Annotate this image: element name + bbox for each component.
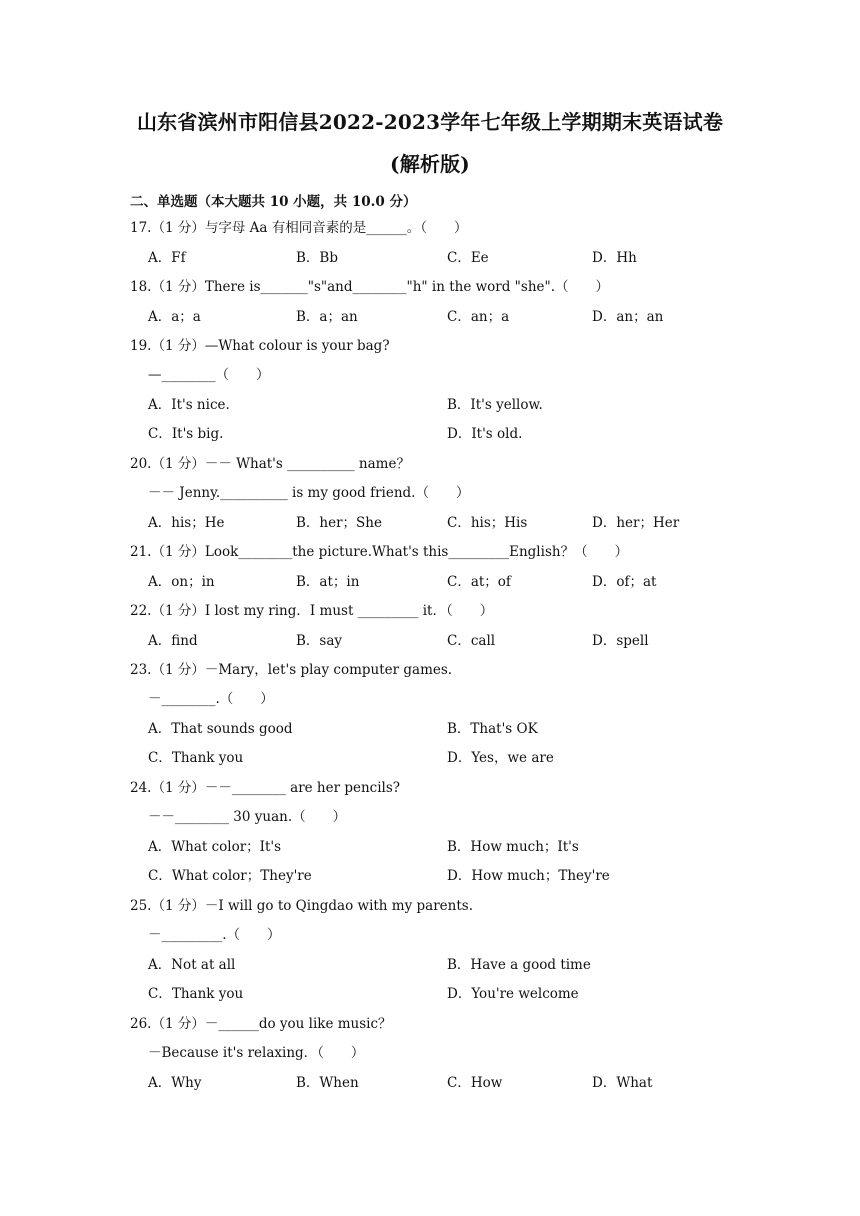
section-heading: 二、单选题（本大题共 10 小题，共 10.0 分）	[130, 194, 417, 210]
question-20-option-a: A．his；He	[148, 515, 225, 531]
question-18-option-c: C．an；a	[447, 309, 510, 325]
question-20-answer-line: －－ Jenny.__________ is my good friend.（ ）	[148, 485, 470, 501]
question-26-option-c: C．How	[447, 1075, 503, 1091]
question-18-option-d: D．an；an	[592, 309, 664, 325]
question-22-option-c: C．call	[447, 633, 496, 649]
question-19-option-b: B．It's yellow.	[447, 397, 543, 413]
question-26-option-d: D．What	[592, 1075, 653, 1091]
question-20-option-b: B．her；She	[296, 515, 382, 531]
question-21-option-c: C．at；of	[447, 574, 511, 590]
question-22-option-d: D．spell	[592, 633, 649, 649]
question-17-option-c: C．Ee	[447, 250, 489, 266]
question-18-stem: 18.（1 分）There is_______"s"and________"h" in the word "she".（ ）	[130, 279, 609, 295]
question-18-option-a: A．a；a	[148, 309, 201, 325]
document-title-subtitle: (解析版)	[390, 152, 470, 176]
question-25-option-c: C．Thank you	[148, 986, 244, 1002]
question-25-answer-line: －_________.（ ）	[148, 927, 281, 943]
question-21-option-a: A．on；in	[148, 574, 215, 590]
question-25-option-d: D．You're welcome	[447, 986, 579, 1002]
question-21-option-d: D．of；at	[592, 574, 657, 590]
question-24-option-b: B．How much；It's	[447, 839, 579, 855]
question-20-option-d: D．her；Her	[592, 515, 680, 531]
question-21-stem: 21.（1 分）Look________the picture.What's this_________English？（ ）	[130, 544, 629, 560]
question-22-option-b: B．say	[296, 633, 343, 649]
question-24-option-c: C．What color；They're	[148, 868, 312, 884]
question-19-stem: 19.（1 分）—What colour is your bag?	[130, 338, 390, 354]
question-25-option-b: B．Have a good time	[447, 957, 591, 973]
question-19-answer-line: —________（ ）	[148, 367, 270, 383]
question-17-option-d: D．Hh	[592, 250, 637, 266]
question-24-option-d: D．How much；They're	[447, 868, 610, 884]
question-17-option-b: B．Bb	[296, 250, 338, 266]
question-23-option-b: B．That's OK	[447, 721, 538, 737]
question-21-option-b: B．at；in	[296, 574, 360, 590]
question-19-option-a: A．It's nice.	[148, 397, 230, 413]
question-18-option-b: B．a；an	[296, 309, 358, 325]
question-17-stem: 17.（1 分）与字母 Aa 有相同音素的是______。（ ）	[130, 220, 468, 236]
question-26-option-b: B．When	[296, 1075, 359, 1091]
question-20-option-c: C．his；His	[447, 515, 528, 531]
question-24-stem: 24.（1 分）－－________ are her pencils?	[130, 780, 401, 796]
question-23-option-c: C．Thank you	[148, 750, 244, 766]
question-23-answer-line: －________.（ ）	[148, 691, 274, 707]
question-25-option-a: A．Not at all	[148, 957, 236, 973]
question-19-option-c: C．It's big.	[148, 426, 224, 442]
question-26-option-a: A．Why	[148, 1075, 202, 1091]
question-19-option-d: D．It's old.	[447, 426, 523, 442]
question-23-stem: 23.（1 分）－Mary，let's play computer games.	[130, 662, 453, 678]
question-25-stem: 25.（1 分）－I will go to Qingdao with my parents.	[130, 898, 473, 914]
question-26-stem: 26.（1 分）－______do you like music？	[130, 1016, 392, 1032]
question-24-option-a: A．What color；It's	[148, 839, 282, 855]
question-17-option-a: A．Ff	[148, 250, 186, 266]
question-20-stem: 20.（1 分）－－ What's __________ name？	[130, 456, 410, 472]
question-23-option-a: A．That sounds good	[148, 721, 293, 737]
question-26-answer-line: －Because it's relaxing．（ ）	[148, 1045, 365, 1061]
document-title: 山东省滨州市阳信县2022-2023学年七年级上学期期末英语试卷	[136, 110, 724, 134]
question-22-stem: 22.（1 分）I lost my ring．I must _________ it．（ ）	[130, 603, 494, 619]
question-24-answer-line: －－________ 30 yuan.（ ）	[148, 809, 347, 825]
question-23-option-d: D．Yes，we are	[447, 750, 554, 766]
question-22-option-a: A．find	[148, 633, 198, 649]
